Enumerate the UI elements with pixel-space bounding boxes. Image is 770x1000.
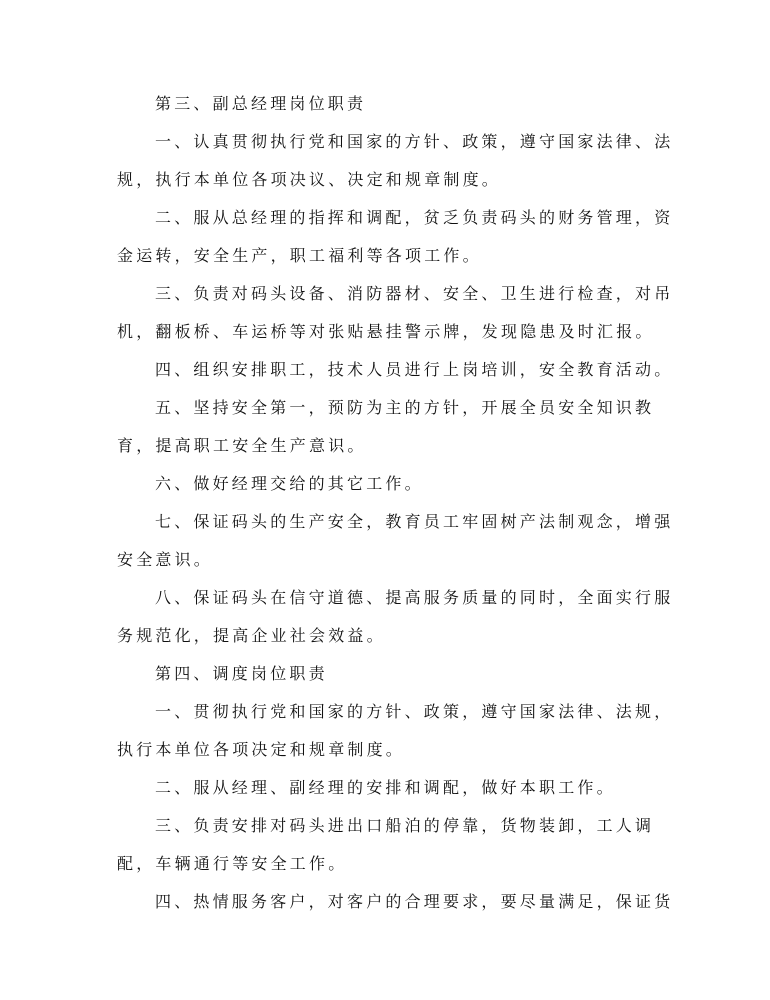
paragraph-line: 五、坚持安全第一，预防为主的方针，开展全员安全知识教 <box>155 398 655 417</box>
paragraph-line: 机，翻板桥、车运桥等对张贴悬挂警示牌，发现隐患及时汇报。 <box>117 322 655 341</box>
section-heading-4: 第四、调度岗位职责 <box>155 664 328 683</box>
paragraph-line: 金运转，安全生产，职工福利等各项工作。 <box>117 246 482 265</box>
paragraph-line: 三、负责安排对码头进出口船泊的停靠，货物装卸，工人调 <box>155 816 655 835</box>
paragraph-line: 安全意识。 <box>117 550 214 569</box>
paragraph-line: 四、组织安排职工，技术人员进行上岗培训，安全教育活动。 <box>155 360 674 379</box>
paragraph-line: 规，执行本单位各项决议、决定和规章制度。 <box>117 170 502 189</box>
paragraph-line: 三、负责对码头设备、消防器材、安全、卫生进行检查，对吊 <box>155 284 674 303</box>
paragraph-line: 八、保证码头在信守道德、提高服务质量的同时，全面实行服 <box>155 588 674 607</box>
paragraph-line: 二、服从总经理的指挥和调配，贫乏负责码头的财务管理，资 <box>155 208 674 227</box>
paragraph-line: 一、贯彻执行党和国家的方针、政策，遵守国家法律、法规， <box>155 702 674 721</box>
paragraph-line: 六、做好经理交给的其它工作。 <box>155 474 424 493</box>
paragraph-line: 七、保证码头的生产安全，教育员工牢固树产法制观念，增强 <box>155 512 674 531</box>
paragraph-line: 务规范化，提高企业社会效益。 <box>117 626 386 645</box>
paragraph-line: 四、热情服务客户，对客户的合理要求，要尽量满足，保证货 <box>155 892 674 911</box>
paragraph-line: 配，车辆通行等安全工作。 <box>117 854 348 873</box>
paragraph-line: 执行本单位各项决定和规章制度。 <box>117 740 406 759</box>
paragraph-line: 二、服从经理、副经理的安排和调配，做好本职工作。 <box>155 778 616 797</box>
paragraph-line: 育，提高职工安全生产意识。 <box>117 436 367 455</box>
section-heading-3: 第三、副总经理岗位职责 <box>155 94 367 113</box>
paragraph-line: 一、认真贯彻执行党和国家的方针、政策，遵守国家法律、法 <box>155 132 674 151</box>
